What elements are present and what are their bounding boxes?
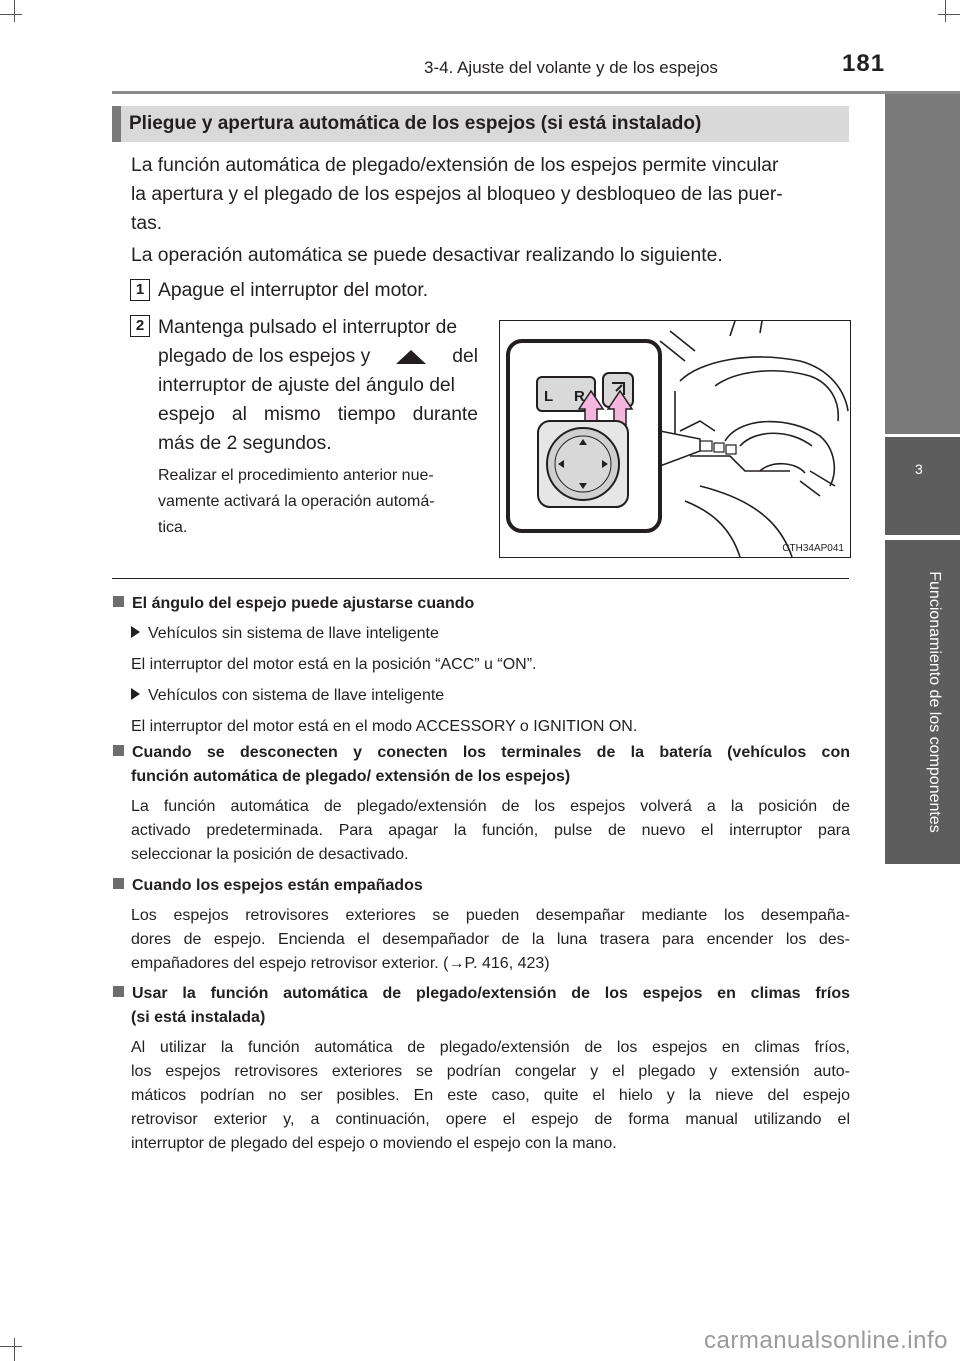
note-text: [113, 795, 850, 867]
section-bar-marker: [112, 106, 121, 142]
note-line: dores de espejo. Encienda el desempañador de la luna trasera para encender los des-: [131, 931, 850, 948]
header-rule: [112, 91, 960, 94]
note-block: [113, 982, 850, 1156]
note-line: Al utilizar la función automática de plegado/extensión de los espejos en climas fríos,: [131, 1039, 850, 1056]
note-heading-text: Cuando se desconecten y conecten los terminales de la batería (vehículos con: [132, 744, 850, 761]
step-note: [158, 463, 478, 541]
note-line: La función automática de plegado/extensión de los espejos volverá a la posición de: [131, 798, 850, 815]
note-line: interruptor de plegado del espejo o moviendo el espejo con la mano.: [131, 1135, 617, 1152]
note-heading: [113, 982, 850, 1006]
note-block: [113, 592, 850, 739]
crop-mark: [0, 14, 22, 15]
step-line: [158, 342, 478, 371]
note-text: El interruptor del motor está en la posición “ACC” u “ON”.: [131, 656, 537, 673]
note-sub-label: Vehículos sin sistema de llave inteligente: [148, 625, 439, 642]
step-line: más de 2 segundos.: [158, 433, 332, 454]
section-title-bar: [112, 106, 849, 142]
note-sub: [113, 684, 850, 708]
intro-line: la apertura y el plegado de los espejos al bloqueo y desbloqueo de las puer-: [131, 184, 783, 205]
intro-line: tas.: [131, 213, 163, 234]
note-line: retrovisor exterior y, a continuación, opere el espejo de forma manual utilizando el: [131, 1111, 850, 1128]
note-line: tica.: [158, 519, 188, 536]
note-text: El interruptor del motor está en el modo ACCESSORY o IGNITION ON.: [131, 718, 638, 735]
up-triangle-icon: [396, 350, 426, 364]
intro-paragraph-2: La operación automática se puede desactivar realizando lo siguiente.: [131, 245, 723, 266]
chapter-title: Funcionamiento de los componentes: [926, 571, 943, 833]
note-sub: [113, 622, 850, 646]
step-number: 1: [130, 279, 150, 301]
note-line: vamente activará la operación automá-: [158, 493, 435, 510]
note-heading: [113, 874, 850, 898]
note-heading-text: Cuando los espejos están empañados: [132, 877, 423, 894]
step-line-part: plegado de los espejos y: [158, 346, 371, 367]
crop-mark: [14, 0, 15, 22]
step-number: 2: [130, 315, 150, 337]
note-line: Los espejos retrovisores exteriores se pueden desempañar mediante los desempaña-: [131, 907, 850, 924]
chapter-number: 3: [915, 461, 923, 477]
switch-label-left: L: [544, 388, 554, 405]
note-text: [113, 1036, 850, 1156]
section-title: Pliegue y apertura automática de los espejos (si está instalado): [129, 113, 702, 134]
square-bullet-icon: [113, 596, 124, 607]
step-line: interruptor de ajuste del ángulo del: [158, 375, 455, 396]
intro-paragraph: [131, 151, 850, 238]
chapter-title-tab: [885, 540, 960, 864]
note-line: máticos podrían no ser posibles. En este caso, quite el hielo y la nieve del espejo: [131, 1087, 850, 1104]
note-line: empañadores del espejo retrovisor exterior. (→P. 416, 423): [131, 955, 550, 972]
note-heading-text: El ángulo del espejo puede ajustarse cuando: [132, 595, 475, 612]
watermark: carmanualsonline.info: [704, 1327, 948, 1354]
step-line: espejo al mismo tiempo durante: [158, 404, 478, 425]
section-divider: [112, 578, 849, 579]
crop-mark: [14, 1338, 15, 1361]
step-line-part: del: [452, 346, 478, 367]
note-line: los espejos retrovisores exteriores se podrían congelar y el plegado y extensión auto-: [131, 1063, 850, 1080]
step-text: [158, 313, 478, 458]
square-bullet-icon: [113, 986, 124, 997]
triangle-bullet-icon: [131, 688, 140, 700]
note-text: [113, 904, 850, 976]
page-number: 181: [842, 50, 886, 77]
step-line: Mantenga pulsado el interruptor de: [158, 317, 458, 338]
note-block: [113, 874, 850, 976]
triangle-bullet-icon: [131, 626, 140, 638]
note-heading: [113, 741, 850, 765]
step-text: Apague el interruptor del motor.: [158, 280, 429, 301]
intro-line: La función automática de plegado/extensión de los espejos permite vincular: [131, 155, 779, 176]
square-bullet-icon: [113, 878, 124, 889]
side-tab-bar: [885, 94, 960, 434]
running-header: 3-4. Ajuste del volante y de los espejos: [424, 58, 718, 77]
illustration-svg: [500, 321, 850, 557]
crop-mark: [945, 0, 946, 22]
crop-mark: [938, 14, 960, 15]
figure-code: CTH34AP041: [782, 543, 844, 554]
switch-label-right: R: [574, 388, 585, 405]
note-heading-text: Usar la función automática de plegado/extensión de los espejos en climas fríos: [132, 985, 850, 1002]
note-line: activado predeterminada. Para apagar la función, pulse de nuevo el interruptor para: [131, 822, 850, 839]
note-line: seleccionar la posición de desactivado.: [131, 846, 409, 863]
note-heading: [113, 592, 850, 616]
note-line: Realizar el procedimiento anterior nue-: [158, 467, 434, 484]
crop-mark: [0, 1346, 22, 1347]
mirror-switch-illustration: [499, 320, 851, 558]
note-sub-label: Vehículos con sistema de llave inteligente: [148, 687, 445, 704]
note-block: [113, 741, 850, 867]
square-bullet-icon: [113, 745, 124, 756]
note-heading-cont: (si está instalada): [131, 1009, 266, 1026]
note-heading-cont: función automática de plegado/ extensión de los espejos): [131, 768, 571, 785]
chapter-tab: [885, 437, 960, 535]
